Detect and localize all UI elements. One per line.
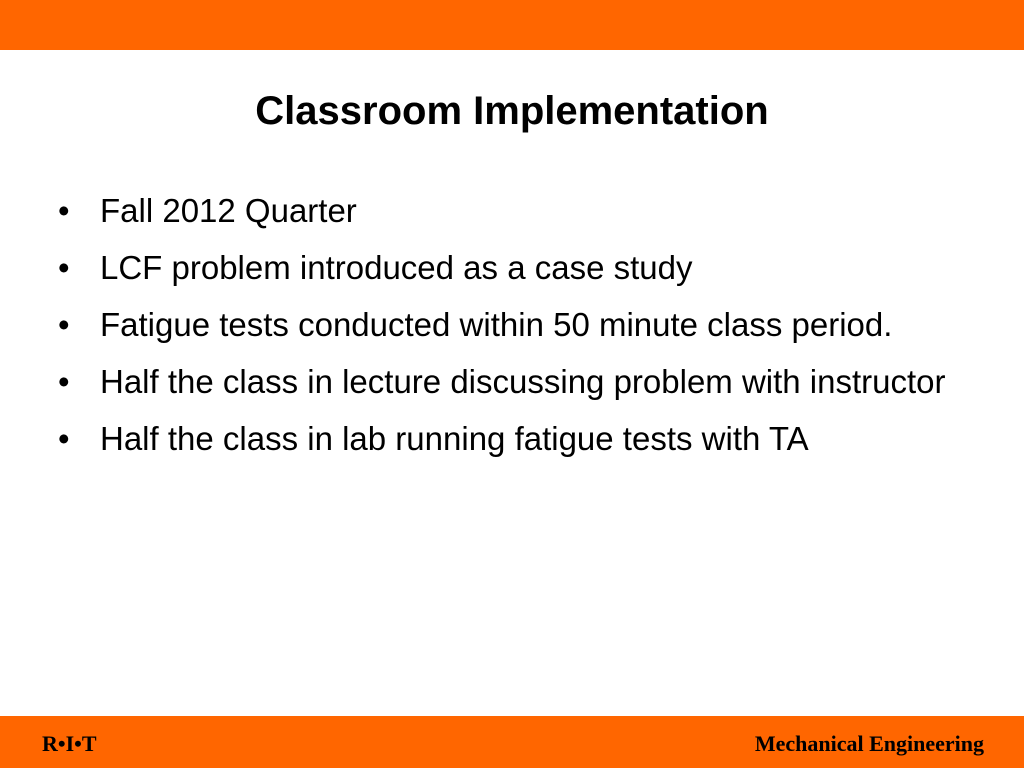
- bullet-marker: •: [58, 363, 70, 400]
- bullet-item: [58, 302, 978, 347]
- bullet-item: [58, 245, 978, 290]
- bullet-list: [58, 188, 978, 473]
- bullet-text: Fall 2012 Quarter: [100, 192, 357, 229]
- bullet-item: [58, 416, 978, 461]
- bullet-marker: •: [58, 249, 70, 286]
- bullet-marker: •: [58, 306, 70, 343]
- slide-title: Classroom Implementation: [255, 89, 769, 133]
- bullet-marker: •: [58, 192, 70, 229]
- bullet-text: Half the class in lab running fatigue tests with TA: [100, 420, 809, 457]
- bullet-text: Fatigue tests conducted within 50 minute class period.: [100, 306, 893, 343]
- bullet-item: [58, 359, 978, 404]
- bullet-marker: •: [58, 420, 70, 457]
- bullet-item: [58, 188, 978, 233]
- footer-institution: R•I•T: [42, 731, 97, 756]
- footer-department: Mechanical Engineering: [754, 731, 984, 756]
- top-accent-bar: [0, 0, 1024, 50]
- bullet-text: Half the class in lecture discussing problem with instructor: [100, 363, 946, 400]
- bullet-text: LCF problem introduced as a case study: [100, 249, 693, 286]
